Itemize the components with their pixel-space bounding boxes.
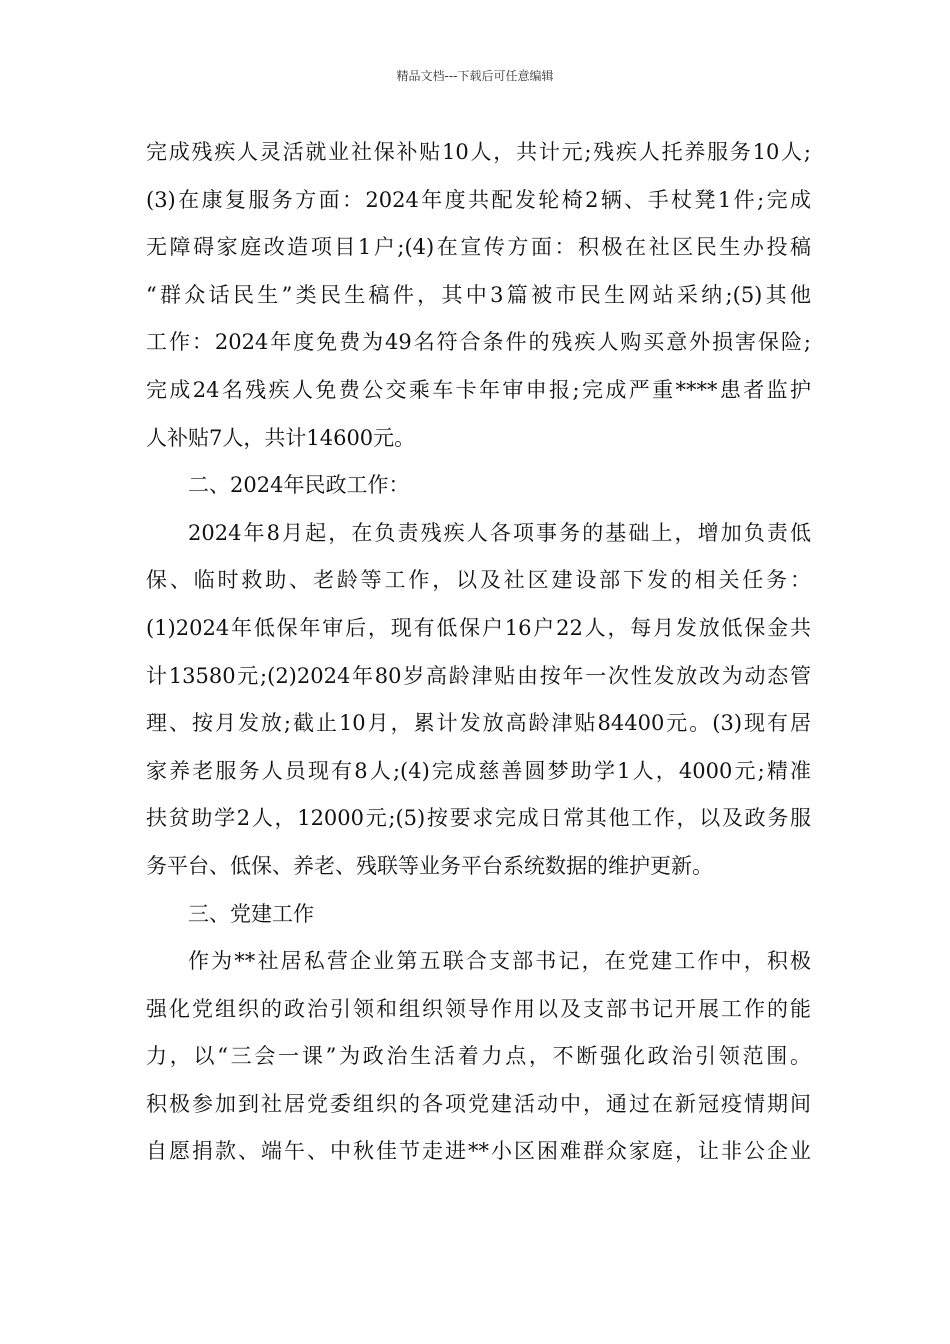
body-line: 力，以“三会一课”为政治生活着力点，不断强化政治引领范围。 (146, 1044, 811, 1069)
body-line: 积极参加到社居党委组织的各项党建活动中，通过在新冠疫情期间 (146, 1091, 811, 1116)
body-line: “群众话民生”类民生稿件，其中3篇被市民生网站采纳;(5)其他 (146, 282, 811, 307)
section-heading: 三、党建工作 (188, 901, 314, 926)
body-line: 务平台、低保、养老、残联等业务平台系统数据的维护更新。 (146, 853, 713, 878)
body-line: 工作：2024年度免费为49名符合条件的残疾人购买意外损害保险; (146, 330, 811, 355)
body-line: 人补贴7人，共计14600元。 (146, 425, 416, 450)
body-line: 理、按月发放;截止10月，累计发放高龄津贴84400元。(3)现有居 (146, 711, 811, 736)
body-line: 保、临时救助、老龄等工作，以及社区建设部下发的相关任务： (146, 568, 811, 593)
section-heading: 二、2024年民政工作： (188, 473, 410, 498)
page-header: 精品文档---下载后可任意编辑 (396, 69, 554, 83)
document-body (146, 129, 811, 1176)
body-line: 自愿捐款、端午、中秋佳节走进**小区困难群众家庭，让非公企业 (146, 1139, 811, 1164)
body-line: 扶贫助学2人，12000元;(5)按要求完成日常其他工作，以及政务服 (146, 806, 811, 831)
body-line: 作为**社居私营企业第五联合支部书记，在党建工作中，积极 (188, 949, 811, 974)
body-line: 2024年8月起，在负责残疾人各项事务的基础上，增加负责低 (188, 520, 811, 545)
body-line: 强化党组织的政治引领和组织领导作用以及支部书记开展工作的能 (146, 996, 811, 1021)
body-line: 无障碍家庭改造项目1户;(4)在宣传方面：积极在社区民生办投稿 (146, 235, 811, 260)
body-line: 家养老服务人员现有8人;(4)完成慈善圆梦助学1人，4000元;精准 (146, 758, 811, 783)
body-line: (1)2024年低保年审后，现有低保户16户22人，每月发放低保金共 (146, 615, 811, 640)
body-line: 计13580元;(2)2024年80岁高龄津贴由按年一次性发放改为动态管 (146, 663, 811, 688)
body-line: (3)在康复服务方面：2024年度共配发轮椅2辆、手杖凳1件;完成 (146, 187, 811, 212)
body-line: 完成24名残疾人免费公交乘车卡年审申报;完成严重****患者监护 (146, 377, 811, 402)
body-line: 完成残疾人灵活就业社保补贴10人，共计元;残疾人托养服务10人; (146, 140, 811, 164)
